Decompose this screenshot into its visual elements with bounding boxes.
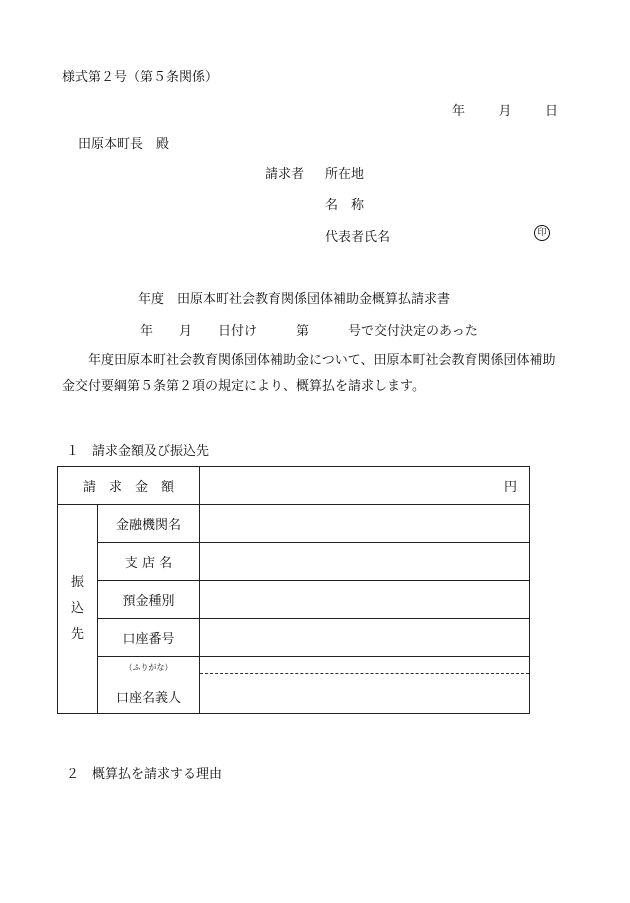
document-reference: 年 月 日付け 第 号で交付決定のあった xyxy=(140,324,478,339)
transfer-char-2: 込 xyxy=(70,601,84,616)
requester-label: 請求者 xyxy=(265,167,305,182)
furigana-label: （ふりがな） xyxy=(124,663,173,672)
request-table xyxy=(57,466,530,714)
account-number-label: 口座番号 xyxy=(98,619,200,657)
account-number-row xyxy=(58,619,530,657)
deposit-type-row xyxy=(58,581,530,619)
requester-name-label: 名 称 xyxy=(325,198,365,213)
seal-mark: 印 xyxy=(534,225,550,241)
deposit-type-label: 預金種別 xyxy=(98,581,200,619)
branch-label: 支 店 名 xyxy=(98,543,200,581)
date-month: 月 xyxy=(498,104,512,119)
amount-field[interactable]: 円 xyxy=(200,467,530,505)
transfer-char-1: 振 xyxy=(70,575,84,590)
date-fields xyxy=(452,100,558,119)
account-holder-label-cell xyxy=(98,657,200,714)
requester-address-label: 所在地 xyxy=(325,167,365,182)
form-number: 様式第２号（第５条関係） xyxy=(62,70,219,85)
account-holder-label: 口座名義人 xyxy=(116,691,182,706)
transfer-char-3: 先 xyxy=(70,627,84,642)
deposit-type-field[interactable] xyxy=(200,581,530,619)
furigana-divider xyxy=(200,673,529,674)
account-holder-row xyxy=(58,657,530,714)
branch-field[interactable] xyxy=(200,543,530,581)
date-day: 日 xyxy=(544,104,558,119)
bank-name-row xyxy=(58,505,530,543)
amount-row xyxy=(58,467,530,505)
account-holder-field[interactable] xyxy=(200,657,530,714)
section2-heading: ２ 概算払を請求する理由 xyxy=(66,767,223,782)
document-body: 年度田原本町社会教育関係団体補助金について、田原本町社会教育関係団体補助金交付要綱第５条第２項の規定により、概算払を請求します。 xyxy=(62,353,556,394)
account-number-field[interactable] xyxy=(200,619,530,657)
addressee: 田原本町長 殿 xyxy=(78,137,170,152)
document-title: 年度 田原本町社会教育関係団体補助金概算払請求書 xyxy=(138,292,451,307)
date-year: 年 xyxy=(452,104,466,119)
amount-label: 請 求 金 額 xyxy=(58,467,200,505)
requester-representative-label: 代表者氏名 xyxy=(325,230,391,245)
transfer-label xyxy=(58,505,98,714)
bank-name-field[interactable] xyxy=(200,505,530,543)
section1-heading: １ 請求金額及び振込先 xyxy=(66,444,210,459)
branch-row xyxy=(58,543,530,581)
bank-name-label: 金融機関名 xyxy=(98,505,200,543)
